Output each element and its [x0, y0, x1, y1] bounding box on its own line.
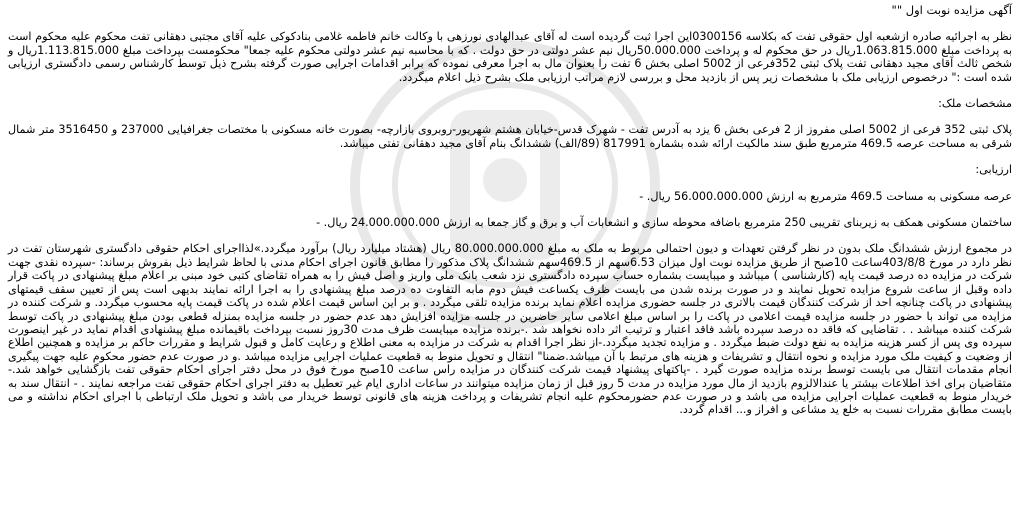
notice-title: آگهی مزایده نوبت اول "": [891, 3, 1012, 17]
valuation-item-building: ساختمان مسکونی همکف به زیربنای تقریبی 250 مترمربع باضافه محوطه سازی و انشعابات آب و برق و گاز جمعا به ارزش 24.000.000.000 ریال. -: [316, 216, 1012, 230]
specs-heading: مشخصات ملک:: [938, 97, 1012, 111]
intro-paragraph: نظر به اجرائیه صادره ازشعبه اول حقوقی تفت که بکلاسه 0300156این اجرا ثبت گردیده است له آقای عبدالهادی نورزهی با وکالت خانم فاطمه غلامی بنادکوکی علیه آقای مجتبی دهقانی تفت محکوم علیه محکوم است به پرداخت مبلغ 1.063.815.000ریال در حق محکوم له و پرداخت 50.000.000ریال نیم عشر دولتی در حق دولت . که با محاسبه نیم عشر دولتی محکوم علیه جمعا" محکومست بپرداخت مبلغ 1.113.815.000ریال و شخص ثالث آقای مجید دهقانی تفت پلاک ثبتی 352فرعی از 5002 اصلی بخش 6 تفت را بعنوان مال به اجرا معرفی نموده که برابر اقدامات اجرایی صورت گرفته بشرح ذیل توسط کارشناس رسمی دادگستری ارزیابی شده است :" درخصوص ارزیابی ملک با مشخصات زیر پس از بازدید محل و بررسی لازم مراتب ارزیابی ملک بشرح ذیل اعلام میگردد.: [8, 30, 1013, 84]
auction-conditions-paragraph: در مجموع ارزش ششدانگ ملک بدون در نظر گرفتن تعهدات و دیون احتمالی مربوط به ملک به مبلغ 80.000.000.000 ریال (هشتاد میلیارد ریال) برآورد میگردد.»لذااجرای احکام حقوقی دادگستری شهرستان تفت در نظر دارد در مورخ 403/8/8ساعت 10صبح از طریق مزایده نوبت اول میزان 6.53سهم از 469.5سهم ششدانگ پلاک مذکور را مطابق قانون اجرای احکام مدنی با لحاظ شرایط ذیل بفروش برساند: -سپرده نقدی جهت شرکت در مزایده ده درصد قیمت پایه (کارشناسی ) میباشد و میبایست بشماره حساب سپرده دادگستری نزد شعب بانک ملی واریز و اصل فیش را به همراه تقاضای کتبی خود مبنی بر اعلام مبلغ پیشنهادی در پاکت قرار داده وقبل از ساعت شروع مزایده تحویل نمایند و در صورت برنده شدن می بایست ظرف یکساعت فیش دوم مابه التفاوت ده درصد مبلغ پیشنهادی را به اجرا ارائه نمایند بدیهی است پس از تعیین سقف قیمتهای پیشنهادی در پاکت چنانچه احد از شرکت کنندگان قیمت بالاتری در جلسه حضوری مزایده اعلام نماید برنده مزایده تلقی میگردد . و بر این اساس قیمت اعلام شده در پاکت قیمت پایه محسوب میگردد. و شرکت کننده در مزایده می تواند با حضور در جلسه مزایده قیمت اعلامی در پاکت را بر اساس مبلغ اعلامی سایر حاضرین در جلسه مزایده افزایش دهد عدم حضور در جلسه مزایده بمنزله قطعی بودن مبلغ پیشنهادی در پاکت توسط شرکت کننده میباشد . . تقاضایی که فاقد ده درصد سپرده باشد فاقد اعتبار و ترتیب اثر داده نخواهد شد .-برنده مزایده میبایست ظرف مدت 30روز نسبت بپرداخت باقیمانده مبلغ پیشنهادی اقدام نماید در غیر اینصورت سپرده وی پس از کسر هزینه مزایده به نفع دولت ضبط میگردد . و مزایده تجدید میگردد.-از نظر اجرا اقدام به شرکت در مزایده به معنی اطلاع و رعایت کامل و قبول شرایط و مقررات حاکم بر مزایده و همچنین اطلاع از وضعیت و کیفیت ملک مورد مزایده و نحوه انتقال و تشریفات و هزینه های مرتبط با آن میباشد.ضمنا" انتقال و تحویل منوط به قطعیت عملیات اجرایی مزایده میباشد .و در صورت عدم حضور محکوم علیه جهت پیگیری انجام مقدمات انتقال می بایست توسط برنده مزایده صورت گیرد . -پاکتهای پیشنهاد قیمت شرکت کنندگان در مزایده راس ساعت 10صبح مورخ فوق در محل دفتر اجرای احکام حقوقی تفت بازگشایی خواهد شد.-متقاضیان برای اخذ اطلاعات بیشتر یا عندالالزوم بازدید از مال مورد مزایده در مدت 5 روز قبل از زمان مزایده میتوانند در ساعات اداری ایام غیر تعطیل به دفتر اجرای احکام حقوقی تفت مراجعه نمایند . - انتقال سند به خریدار منوط به قطعیت عملیات اجرایی مزایده می باشد و در صورت عدم حضورمحکوم علیه انجام تشریفات و پرداخت هزینه های قانونی توسط خریدار می باشد و تحویل ملک ارتباطی با اجرای احکام نداشته و می بایست مطابق مقررات نسبت به خلع ید مشاعی و افراز و... اقدام گردد.: [8, 242, 1012, 417]
specs-paragraph: پلاک ثبتی 352 فرعی از 5002 اصلی مفروز از 2 فرعی بخش 6 یزد به آدرس تفت - شهرک قدس-خیابان هشتم شهریور-روبروی بازارچه- بصورت خانه مسکونی با مختصات جغرافیایی 237000 و 3516450 متر شمال شرقی به مساحت عرصه 469.5 مترمربع طبق سند مالکیت ارائه شده بشماره 817991 (89/الف) ششدانگ بنام آقای مجید دهقانی تفتی میباشد.: [8, 123, 1013, 150]
valuation-item-land: عرصه مسکونی به مساحت 469.5 مترمربع به ارزش 56.000.000.000 ریال. -: [639, 189, 1012, 203]
valuation-heading: ارزیابی:: [975, 163, 1012, 177]
